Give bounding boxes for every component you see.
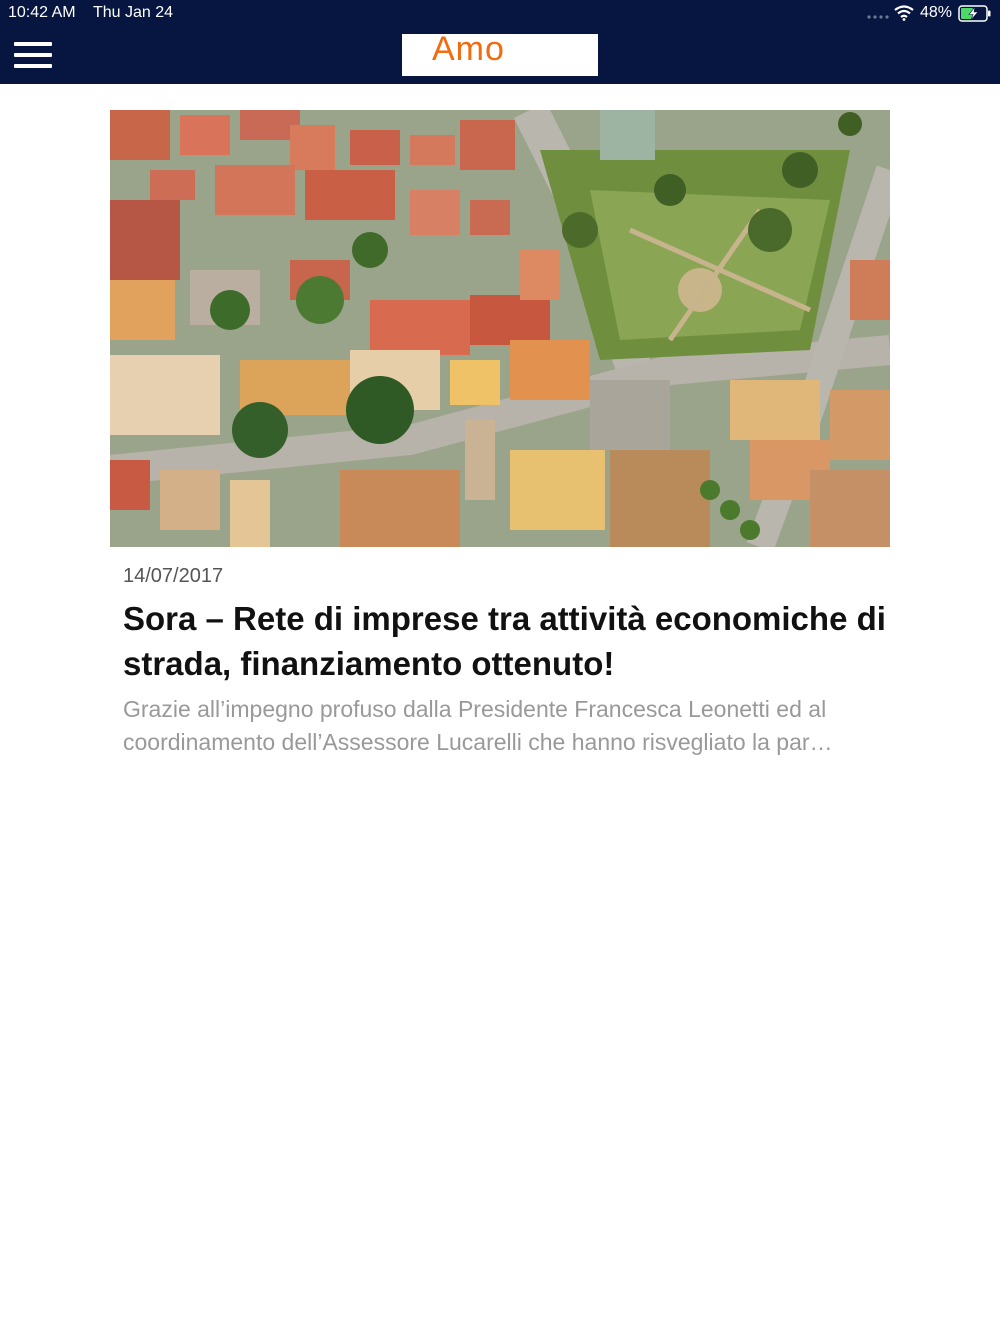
status-bar [0, 0, 1000, 28]
hamburger-icon-bar [14, 64, 52, 68]
logo-text: Amo [432, 34, 505, 68]
article-excerpt-line: coordinamento dell’Assessore Lucarelli che hanno risvegliato la par… [123, 729, 833, 755]
article-excerpt [123, 693, 893, 759]
cellular-signal-icon [866, 14, 890, 20]
hamburger-menu-button[interactable] [12, 40, 54, 70]
hamburger-icon-bar [14, 42, 52, 46]
site-logo[interactable] [402, 34, 598, 76]
hamburger-icon-bar [14, 53, 52, 57]
article-date: 14/07/2017 [123, 565, 224, 587]
battery-charging-icon [958, 5, 992, 22]
article-title[interactable]: Sora – Rete di imprese tra attività economiche di strada, finanziamento ottenuto! [123, 600, 886, 682]
wifi-icon [894, 5, 914, 21]
status-date: Thu Jan 24 [93, 4, 174, 21]
battery-percentage: 48% [920, 4, 953, 21]
status-time: 10:42 AM [8, 4, 76, 21]
app-header [0, 0, 1000, 84]
article-hero-image[interactable] [110, 110, 890, 547]
article-excerpt-line: Grazie all’impegno profuso dalla Presidente Francesca Leonetti ed al [123, 696, 827, 722]
aerial-town-photo [110, 110, 890, 547]
